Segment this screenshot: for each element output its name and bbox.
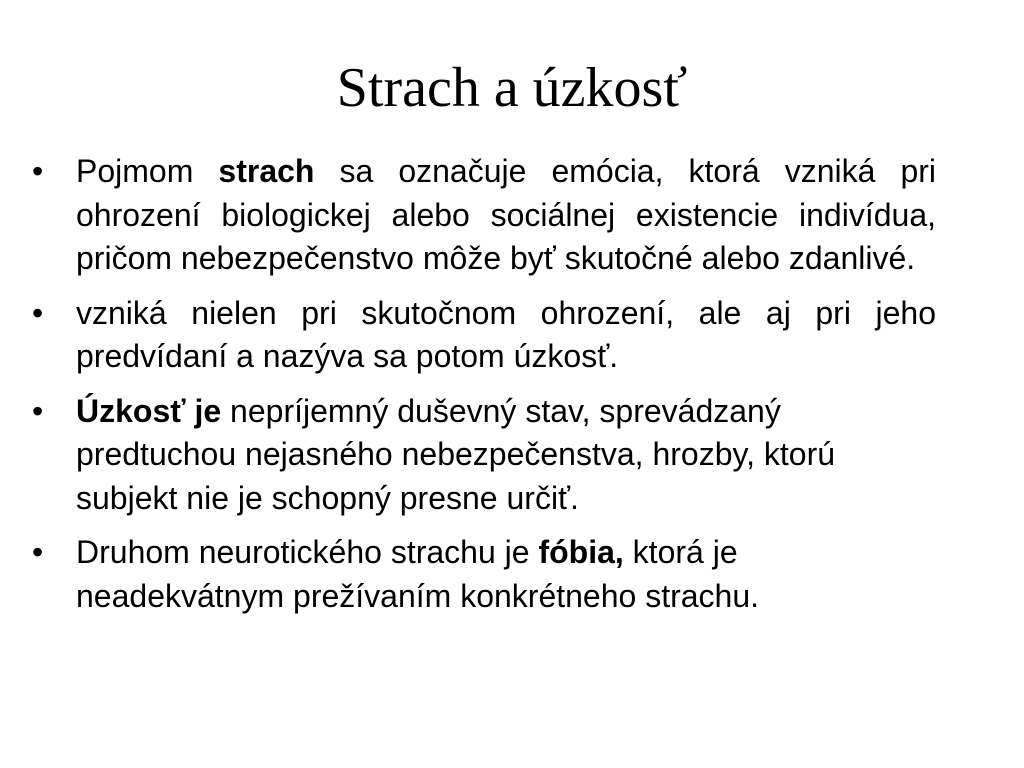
bullet-text-bold: Úzkosť je	[76, 392, 222, 429]
slide-title: Strach a úzkosť	[336, 57, 688, 119]
bullet-text-post: sa označuje emócia, ktorá vzniká pri ohrození biologickej alebo sociálnej existencie indivídua, pričom nebezpečenstvo môže byť skutočné alebo zdanlivé.	[76, 153, 937, 276]
bullet-text-post: ktorá je neadekvátnym prežívaním konkrétneho strachu.	[76, 534, 760, 614]
bullet-item-fobia	[30, 531, 936, 618]
bullet-text: vzniká nielen pri skutočnom ohrození, ale aj pri jeho predvídaní a nazýva sa potom úzkosť.	[76, 294, 936, 374]
bullet-item-strach-definition	[30, 150, 936, 281]
bullet-text-pre: Pojmom	[76, 153, 219, 189]
bullet-text-pre: Druhom neurotického strachu je	[76, 534, 539, 570]
bullet-dot-icon: •	[32, 153, 44, 189]
bullet-text-bold: strach	[218, 153, 315, 189]
bullet-item-uzkost-definition	[30, 390, 936, 521]
bullet-item-vznika	[30, 292, 936, 379]
bullet-dot-icon: •	[32, 534, 44, 570]
bullet-text-bold: fóbia,	[538, 534, 624, 570]
bullet-text-post: nepríjemný duševný stav, sprevádzaný predtuchou nejasného nebezpečenstva, hrozby, ktorú subjekt nie je schopný presne určiť.	[76, 392, 836, 516]
bullet-list	[30, 150, 936, 629]
bullet-dot-icon: •	[32, 392, 44, 429]
bullet-dot-icon: •	[32, 294, 44, 331]
